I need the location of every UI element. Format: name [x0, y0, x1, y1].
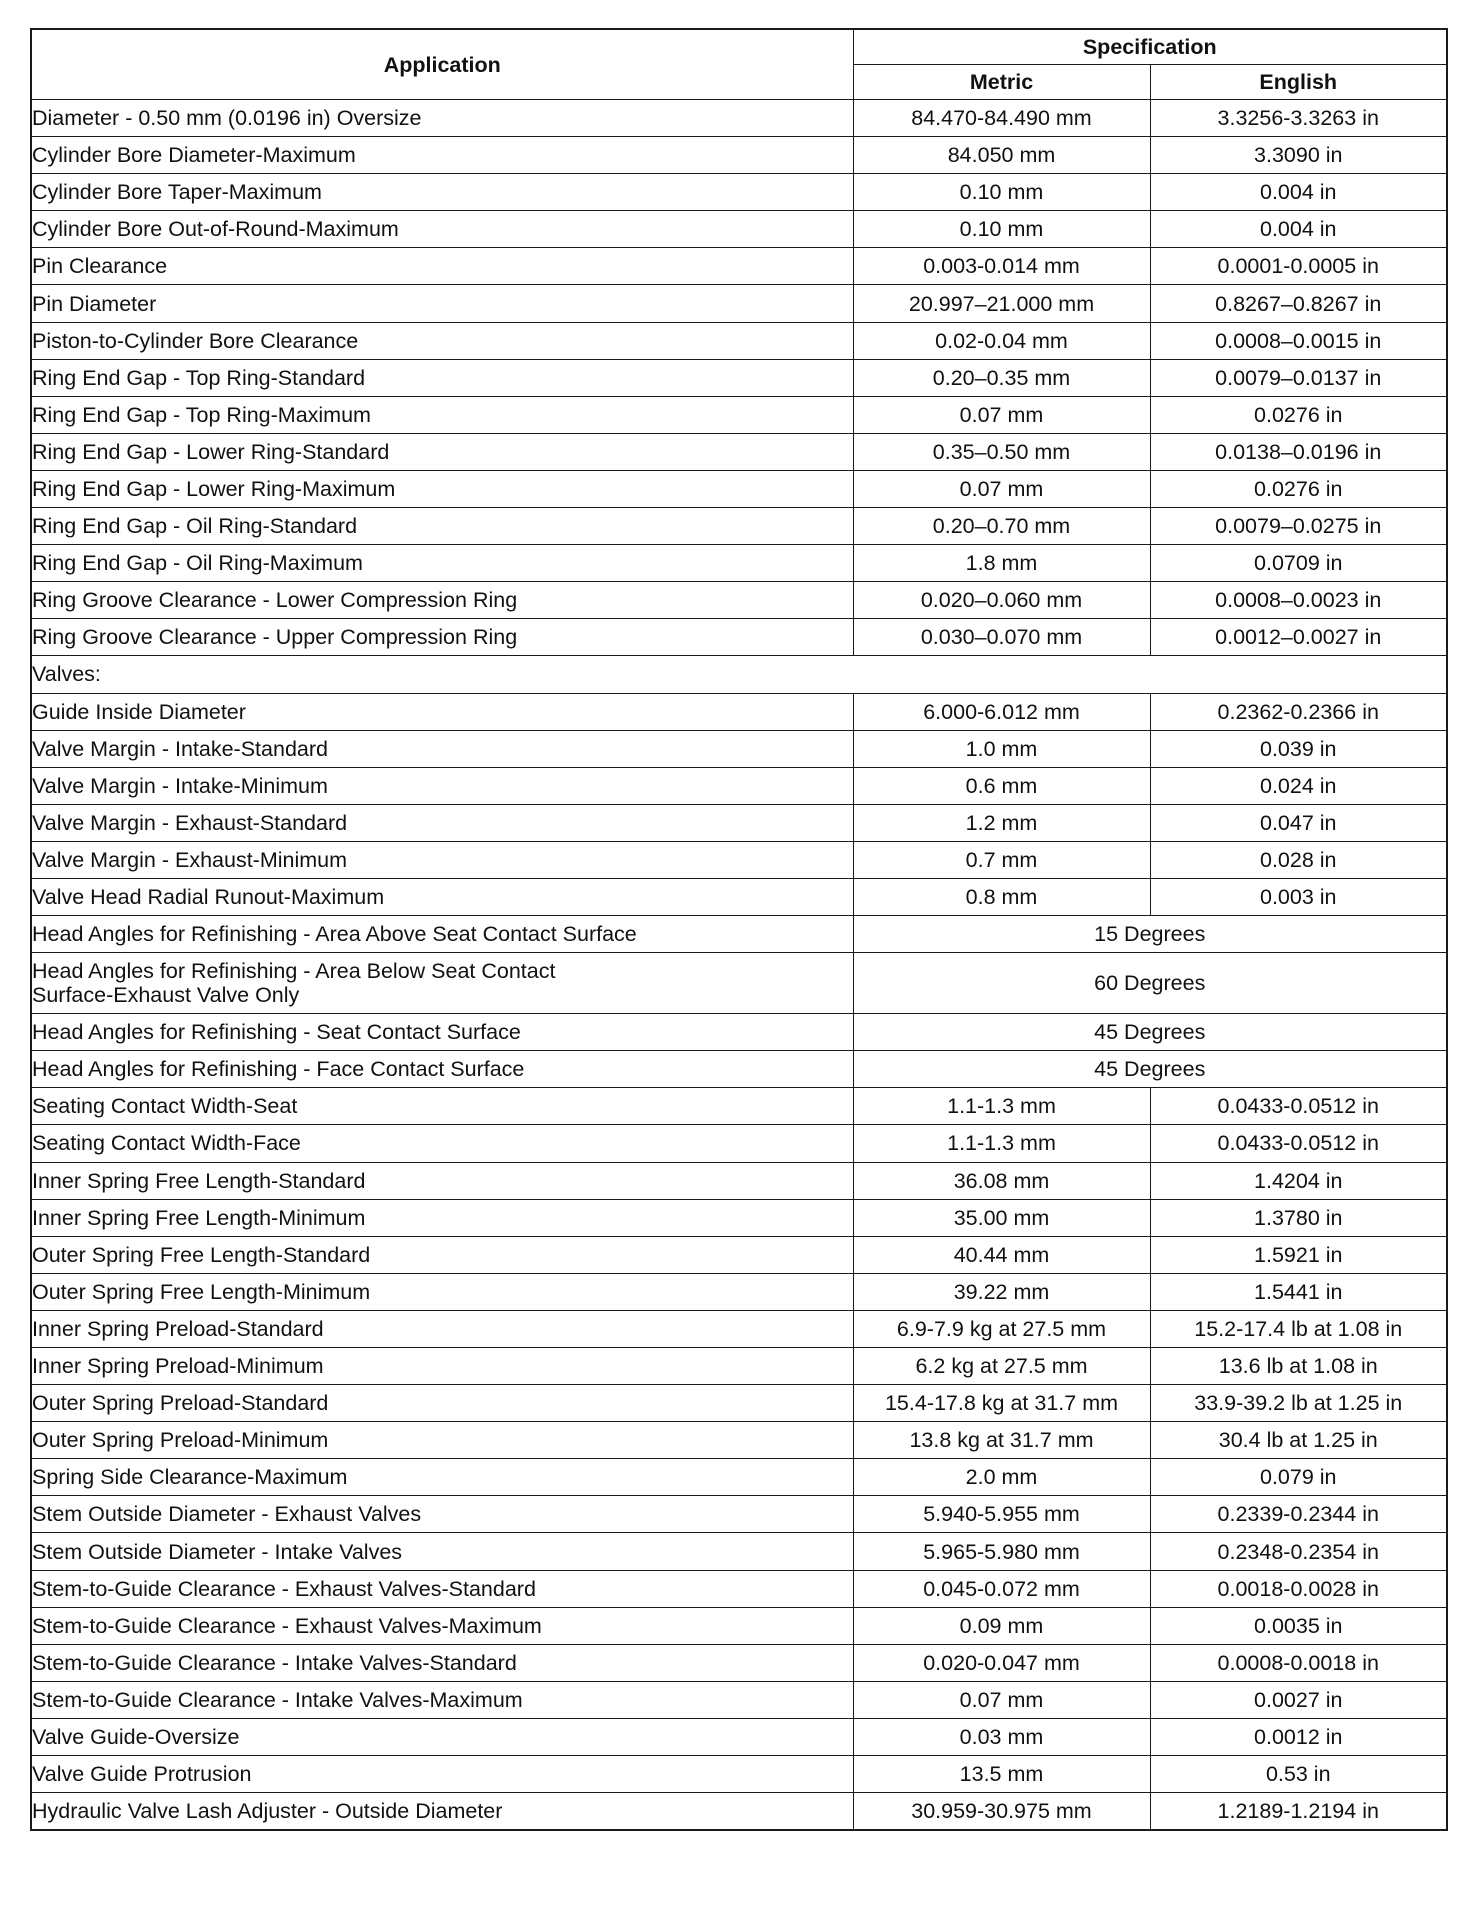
- application-cell: Hydraulic Valve Lash Adjuster - Outside Diameter: [31, 1793, 853, 1831]
- application-cell: Inner Spring Free Length-Minimum: [31, 1199, 853, 1236]
- application-cell: Head Angles for Refinishing - Face Contact Surface: [31, 1051, 853, 1088]
- metric-cell: 0.045-0.072 mm: [853, 1570, 1150, 1607]
- english-cell: 1.2189-1.2194 in: [1150, 1793, 1447, 1831]
- metric-cell: 39.22 mm: [853, 1273, 1150, 1310]
- table-row: [31, 1644, 1447, 1681]
- section-label-valves: Valves:: [31, 656, 1447, 693]
- metric-cell: 6.2 kg at 27.5 mm: [853, 1348, 1150, 1385]
- merged-value-cell: 45 Degrees: [853, 1051, 1447, 1088]
- table-row: [31, 359, 1447, 396]
- specification-table: [30, 28, 1448, 1831]
- table-row: [31, 1793, 1447, 1831]
- application-cell: Cylinder Bore Diameter-Maximum: [31, 137, 853, 174]
- application-cell: Spring Side Clearance-Maximum: [31, 1459, 853, 1496]
- metric-cell: 2.0 mm: [853, 1459, 1150, 1496]
- application-cell: Stem-to-Guide Clearance - Exhaust Valves-Standard: [31, 1570, 853, 1607]
- metric-cell: 30.959-30.975 mm: [853, 1793, 1150, 1831]
- merged-row: [31, 1051, 1447, 1088]
- metric-cell: 0.7 mm: [853, 841, 1150, 878]
- metric-cell: 5.940-5.955 mm: [853, 1496, 1150, 1533]
- table-row: [31, 470, 1447, 507]
- merged-row: [31, 1014, 1447, 1051]
- english-cell: 1.3780 in: [1150, 1199, 1447, 1236]
- metric-cell: 5.965-5.980 mm: [853, 1533, 1150, 1570]
- application-cell: Head Angles for Refinishing - Seat Contact Surface: [31, 1014, 853, 1051]
- application-cell: Valve Margin - Exhaust-Standard: [31, 804, 853, 841]
- table-row: [31, 841, 1447, 878]
- metric-cell: 0.003-0.014 mm: [853, 248, 1150, 285]
- table-row: [31, 1570, 1447, 1607]
- application-cell: Seating Contact Width-Face: [31, 1125, 853, 1162]
- table-row: [31, 1236, 1447, 1273]
- english-cell: 0.0276 in: [1150, 470, 1447, 507]
- table-row: [31, 174, 1447, 211]
- metric-cell: 0.09 mm: [853, 1607, 1150, 1644]
- metric-cell: 0.02-0.04 mm: [853, 322, 1150, 359]
- english-cell: 13.6 lb at 1.08 in: [1150, 1348, 1447, 1385]
- english-cell: 0.0008-0.0018 in: [1150, 1644, 1447, 1681]
- application-cell: Diameter - 0.50 mm (0.0196 in) Oversize: [31, 100, 853, 137]
- application-cell: Outer Spring Preload-Minimum: [31, 1422, 853, 1459]
- table-row: [31, 433, 1447, 470]
- table-row: [31, 1273, 1447, 1310]
- metric-cell: 0.20–0.70 mm: [853, 508, 1150, 545]
- table-row: [31, 1162, 1447, 1199]
- metric-cell: 0.8 mm: [853, 878, 1150, 915]
- table-row: [31, 693, 1447, 730]
- table-row: [31, 322, 1447, 359]
- application-cell: Ring End Gap - Oil Ring-Standard: [31, 508, 853, 545]
- english-cell: 1.5441 in: [1150, 1273, 1447, 1310]
- application-cell: Ring Groove Clearance - Upper Compression Ring: [31, 619, 853, 656]
- metric-cell: 15.4-17.8 kg at 31.7 mm: [853, 1385, 1150, 1422]
- english-cell: 0.0079–0.0275 in: [1150, 508, 1447, 545]
- application-cell: Pin Clearance: [31, 248, 853, 285]
- english-cell: 0.004 in: [1150, 174, 1447, 211]
- merged-value-cell: 45 Degrees: [853, 1014, 1447, 1051]
- english-cell: 15.2-17.4 lb at 1.08 in: [1150, 1310, 1447, 1347]
- english-cell: 1.5921 in: [1150, 1236, 1447, 1273]
- table-header: [31, 29, 1447, 100]
- application-cell: Stem-to-Guide Clearance - Intake Valves-Standard: [31, 1644, 853, 1681]
- application-cell: Stem Outside Diameter - Exhaust Valves: [31, 1496, 853, 1533]
- metric-header: Metric: [853, 65, 1150, 100]
- metric-cell: 0.07 mm: [853, 470, 1150, 507]
- application-cell: Valve Guide-Oversize: [31, 1718, 853, 1755]
- table-row: [31, 285, 1447, 322]
- table-row: [31, 211, 1447, 248]
- application-cell: Inner Spring Free Length-Standard: [31, 1162, 853, 1199]
- table-row: [31, 1496, 1447, 1533]
- english-cell: 0.0008–0.0023 in: [1150, 582, 1447, 619]
- table-body: [31, 100, 1447, 1831]
- table-row: [31, 1199, 1447, 1236]
- application-cell: Piston-to-Cylinder Bore Clearance: [31, 322, 853, 359]
- table-row: [31, 582, 1447, 619]
- table-row: [31, 1533, 1447, 1570]
- table-row: [31, 545, 1447, 582]
- english-cell: 0.028 in: [1150, 841, 1447, 878]
- metric-cell: 0.20–0.35 mm: [853, 359, 1150, 396]
- metric-cell: 1.8 mm: [853, 545, 1150, 582]
- english-cell: 0.0276 in: [1150, 396, 1447, 433]
- metric-cell: 0.07 mm: [853, 396, 1150, 433]
- metric-cell: 0.10 mm: [853, 174, 1150, 211]
- english-cell: 0.079 in: [1150, 1459, 1447, 1496]
- merged-row: [31, 916, 1447, 953]
- application-cell: Outer Spring Free Length-Minimum: [31, 1273, 853, 1310]
- english-cell: 0.0012 in: [1150, 1718, 1447, 1755]
- english-cell: 0.2348-0.2354 in: [1150, 1533, 1447, 1570]
- application-cell: Ring End Gap - Lower Ring-Standard: [31, 433, 853, 470]
- english-cell: 0.0008–0.0015 in: [1150, 322, 1447, 359]
- english-cell: 33.9-39.2 lb at 1.25 in: [1150, 1385, 1447, 1422]
- table-row: [31, 804, 1447, 841]
- metric-cell: 0.020–0.060 mm: [853, 582, 1150, 619]
- english-cell: 3.3090 in: [1150, 137, 1447, 174]
- metric-cell: 1.1-1.3 mm: [853, 1125, 1150, 1162]
- merged-row: [31, 953, 1447, 1014]
- section-row: [31, 656, 1447, 693]
- metric-cell: 0.6 mm: [853, 767, 1150, 804]
- english-cell: 0.2339-0.2344 in: [1150, 1496, 1447, 1533]
- table-row: [31, 1348, 1447, 1385]
- application-line: Head Angles for Refinishing - Area Below Seat Contact: [32, 959, 556, 984]
- table-row: [31, 1607, 1447, 1644]
- application-line: Surface-Exhaust Valve Only: [32, 983, 300, 1008]
- application-cell: Guide Inside Diameter: [31, 693, 853, 730]
- table-row: [31, 248, 1447, 285]
- metric-cell: 0.10 mm: [853, 211, 1150, 248]
- table-row: [31, 137, 1447, 174]
- english-cell: 3.3256-3.3263 in: [1150, 100, 1447, 137]
- english-cell: 0.0001-0.0005 in: [1150, 248, 1447, 285]
- metric-cell: 35.00 mm: [853, 1199, 1150, 1236]
- merged-value-cell: 15 Degrees: [853, 916, 1447, 953]
- english-header: English: [1150, 65, 1447, 100]
- english-cell: 0.047 in: [1150, 804, 1447, 841]
- application-header: Application: [31, 29, 853, 100]
- table-row: [31, 878, 1447, 915]
- english-cell: 30.4 lb at 1.25 in: [1150, 1422, 1447, 1459]
- application-cell: Ring Groove Clearance - Lower Compression Ring: [31, 582, 853, 619]
- english-cell: 0.0079–0.0137 in: [1150, 359, 1447, 396]
- application-cell: Ring End Gap - Lower Ring-Maximum: [31, 470, 853, 507]
- application-cell: Cylinder Bore Taper-Maximum: [31, 174, 853, 211]
- spec-sheet: [30, 28, 1446, 1831]
- application-cell: [31, 953, 853, 1014]
- english-cell: 0.2362-0.2366 in: [1150, 693, 1447, 730]
- english-cell: 0.004 in: [1150, 211, 1447, 248]
- application-cell: Inner Spring Preload-Minimum: [31, 1348, 853, 1385]
- metric-cell: 0.07 mm: [853, 1681, 1150, 1718]
- english-cell: 0.0433-0.0512 in: [1150, 1125, 1447, 1162]
- table-row: [31, 619, 1447, 656]
- application-cell: Valve Margin - Intake-Minimum: [31, 767, 853, 804]
- metric-cell: 1.1-1.3 mm: [853, 1088, 1150, 1125]
- table-row: [31, 508, 1447, 545]
- metric-cell: 40.44 mm: [853, 1236, 1150, 1273]
- english-cell: 0.0035 in: [1150, 1607, 1447, 1644]
- english-cell: 0.0709 in: [1150, 545, 1447, 582]
- english-cell: 0.0018-0.0028 in: [1150, 1570, 1447, 1607]
- metric-cell: 0.35–0.50 mm: [853, 433, 1150, 470]
- table-row: [31, 1718, 1447, 1755]
- english-cell: 0.0138–0.0196 in: [1150, 433, 1447, 470]
- merged-value-cell: 60 Degrees: [853, 953, 1447, 1014]
- application-cell: Valve Margin - Exhaust-Minimum: [31, 841, 853, 878]
- table-row: [31, 730, 1447, 767]
- table-row: [31, 767, 1447, 804]
- application-cell: Valve Guide Protrusion: [31, 1756, 853, 1793]
- english-cell: 0.0433-0.0512 in: [1150, 1088, 1447, 1125]
- english-cell: 0.0012–0.0027 in: [1150, 619, 1447, 656]
- table-row: [31, 1459, 1447, 1496]
- application-cell: Ring End Gap - Top Ring-Standard: [31, 359, 853, 396]
- metric-cell: 36.08 mm: [853, 1162, 1150, 1199]
- metric-cell: 0.030–0.070 mm: [853, 619, 1150, 656]
- application-cell: Inner Spring Preload-Standard: [31, 1310, 853, 1347]
- metric-cell: 84.470-84.490 mm: [853, 100, 1150, 137]
- english-cell: 0.53 in: [1150, 1756, 1447, 1793]
- english-cell: 0.0027 in: [1150, 1681, 1447, 1718]
- metric-cell: 20.997–21.000 mm: [853, 285, 1150, 322]
- table-row: [31, 396, 1447, 433]
- table-row: [31, 1756, 1447, 1793]
- english-cell: 0.8267–0.8267 in: [1150, 285, 1447, 322]
- table-row: [31, 100, 1447, 137]
- english-cell: 0.003 in: [1150, 878, 1447, 915]
- specification-header: Specification: [853, 29, 1447, 65]
- table-row: [31, 1422, 1447, 1459]
- application-cell: Stem-to-Guide Clearance - Exhaust Valves-Maximum: [31, 1607, 853, 1644]
- application-cell: Stem-to-Guide Clearance - Intake Valves-Maximum: [31, 1681, 853, 1718]
- application-cell: Valve Head Radial Runout-Maximum: [31, 878, 853, 915]
- metric-cell: 6.000-6.012 mm: [853, 693, 1150, 730]
- application-cell: Outer Spring Free Length-Standard: [31, 1236, 853, 1273]
- application-cell: Head Angles for Refinishing - Area Above Seat Contact Surface: [31, 916, 853, 953]
- english-cell: 1.4204 in: [1150, 1162, 1447, 1199]
- metric-cell: 1.0 mm: [853, 730, 1150, 767]
- application-cell: Seating Contact Width-Seat: [31, 1088, 853, 1125]
- application-cell: Stem Outside Diameter - Intake Valves: [31, 1533, 853, 1570]
- table-row: [31, 1385, 1447, 1422]
- table-row: [31, 1310, 1447, 1347]
- table-row: [31, 1125, 1447, 1162]
- metric-cell: 13.8 kg at 31.7 mm: [853, 1422, 1150, 1459]
- application-cell: Outer Spring Preload-Standard: [31, 1385, 853, 1422]
- metric-cell: 0.03 mm: [853, 1718, 1150, 1755]
- application-cell: Cylinder Bore Out-of-Round-Maximum: [31, 211, 853, 248]
- application-cell: Valve Margin - Intake-Standard: [31, 730, 853, 767]
- application-cell: Ring End Gap - Top Ring-Maximum: [31, 396, 853, 433]
- application-cell: Pin Diameter: [31, 285, 853, 322]
- table-row: [31, 1088, 1447, 1125]
- application-cell: Ring End Gap - Oil Ring-Maximum: [31, 545, 853, 582]
- metric-cell: 1.2 mm: [853, 804, 1150, 841]
- metric-cell: 6.9-7.9 kg at 27.5 mm: [853, 1310, 1150, 1347]
- table-row: [31, 1681, 1447, 1718]
- english-cell: 0.039 in: [1150, 730, 1447, 767]
- english-cell: 0.024 in: [1150, 767, 1447, 804]
- metric-cell: 0.020-0.047 mm: [853, 1644, 1150, 1681]
- metric-cell: 84.050 mm: [853, 137, 1150, 174]
- metric-cell: 13.5 mm: [853, 1756, 1150, 1793]
